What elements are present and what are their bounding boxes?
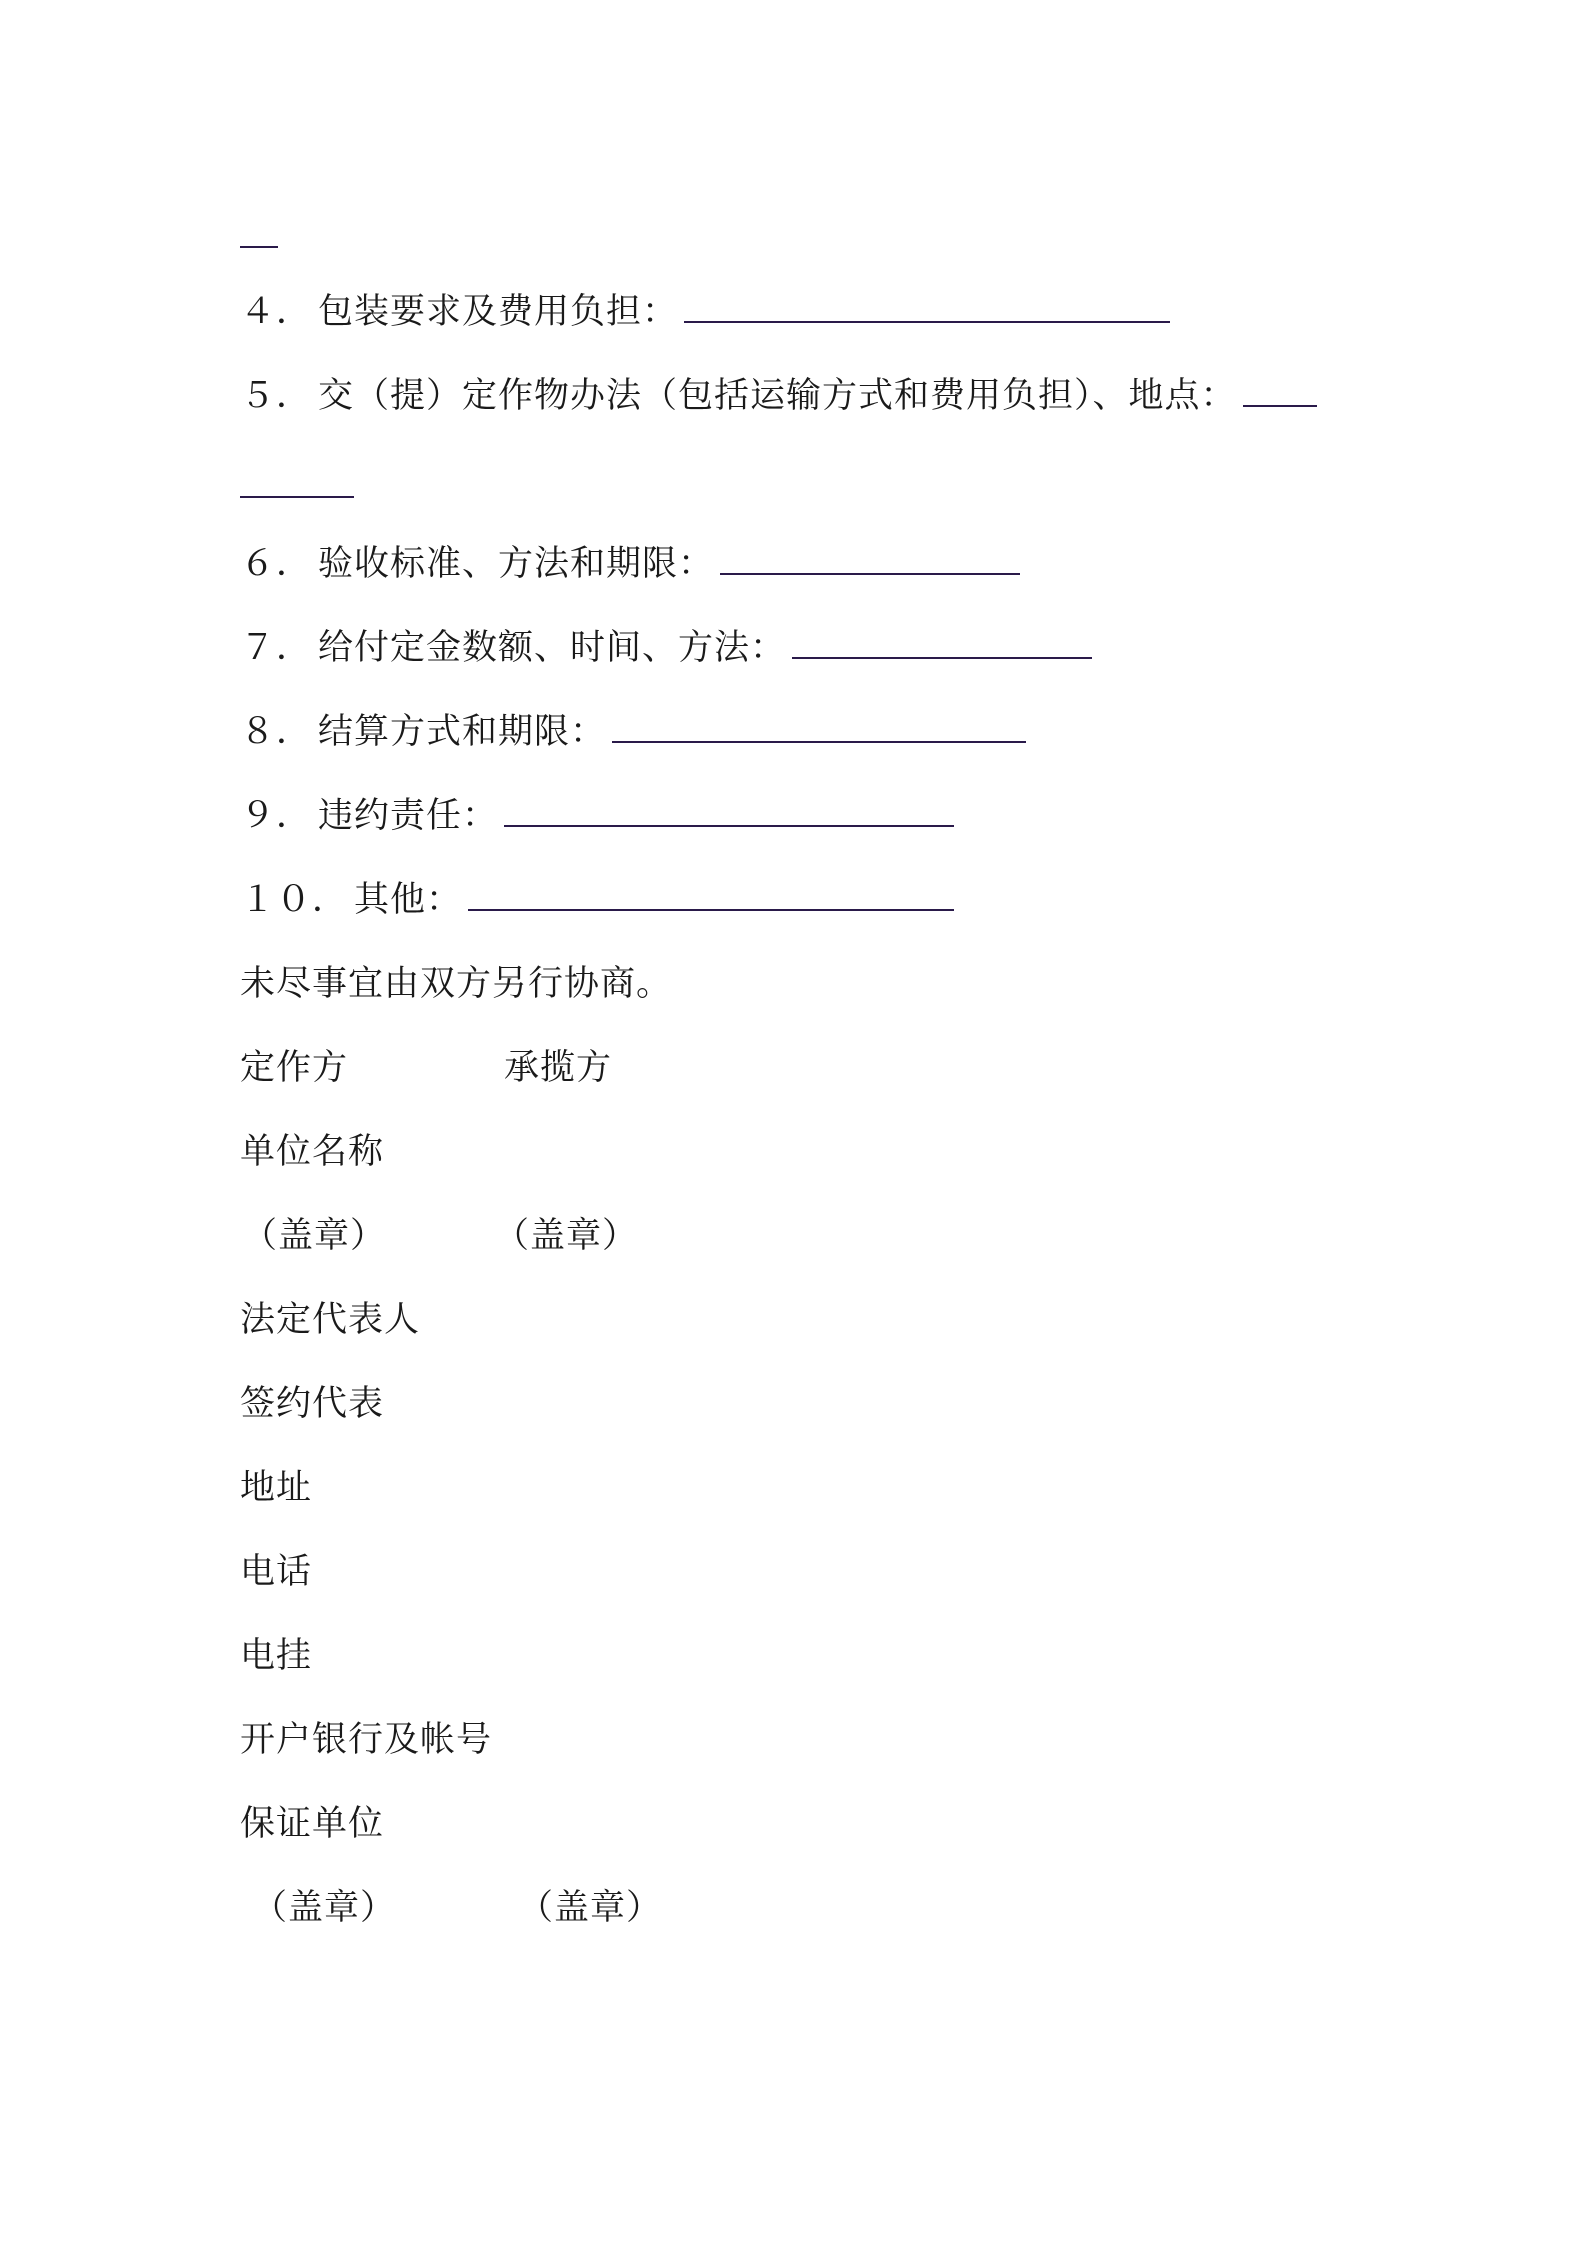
closing-statement: 未尽事宜由双方另行协商。 — [240, 964, 673, 1004]
clause-4-number: ４． — [240, 292, 313, 332]
seal-left-2: （盖章） — [252, 1888, 397, 1928]
clause-6 — [240, 542, 1020, 586]
clause-10-label: 其他： — [354, 880, 463, 920]
party-left-label: 定作方 — [240, 1048, 349, 1088]
address-label: 地址 — [240, 1468, 313, 1508]
clause-8-label: 结算方式和期限： — [318, 712, 607, 752]
clause-7-number: ７． — [240, 628, 313, 668]
clause-7 — [240, 626, 1092, 670]
clause-5-label: 交（提）定作物办法（包括运输方式和费用负担）、地点： — [318, 376, 1237, 416]
clause-5-blank-continuation[interactable] — [240, 496, 354, 498]
guarantor-label: 保证单位 — [240, 1804, 385, 1844]
clause-10 — [240, 878, 954, 922]
cable-label: 电挂 — [240, 1636, 313, 1676]
clause-10-number: １０． — [240, 880, 349, 920]
clause-5 — [240, 374, 1317, 418]
clause-4 — [240, 290, 1170, 334]
unit-name-label: 单位名称 — [240, 1132, 385, 1172]
seal-right-2: （盖章） — [518, 1888, 663, 1928]
clause-4-label: 包装要求及费用负担： — [318, 292, 679, 332]
seal-right-1: （盖章） — [494, 1216, 639, 1256]
clause-8 — [240, 710, 1026, 754]
clause-9-number: ９． — [240, 796, 313, 836]
clause-4-blank[interactable] — [684, 291, 1170, 323]
clause-7-label: 给付定金数额、时间、方法： — [318, 628, 787, 668]
clause-5-number: ５． — [240, 376, 313, 416]
clause-9-blank[interactable] — [504, 795, 954, 827]
clause-6-blank[interactable] — [720, 543, 1020, 575]
bank-account-label: 开户银行及帐号 — [240, 1720, 493, 1760]
clause-9 — [240, 794, 954, 838]
blank-continuation-top — [240, 246, 278, 248]
clause-6-label: 验收标准、方法和期限： — [318, 544, 715, 584]
clause-8-blank[interactable] — [612, 711, 1026, 743]
clause-10-blank[interactable] — [468, 879, 954, 911]
seal-left-1: （盖章） — [242, 1216, 387, 1256]
phone-label: 电话 — [240, 1552, 313, 1592]
clause-9-label: 违约责任： — [318, 796, 499, 836]
clause-7-blank[interactable] — [792, 627, 1092, 659]
signing-rep-label: 签约代表 — [240, 1384, 385, 1424]
clause-5-blank[interactable] — [1243, 375, 1317, 407]
party-right-label: 承揽方 — [504, 1048, 613, 1088]
legal-rep-label: 法定代表人 — [240, 1300, 421, 1340]
clause-8-number: ８． — [240, 712, 313, 752]
clause-6-number: ６． — [240, 544, 313, 584]
